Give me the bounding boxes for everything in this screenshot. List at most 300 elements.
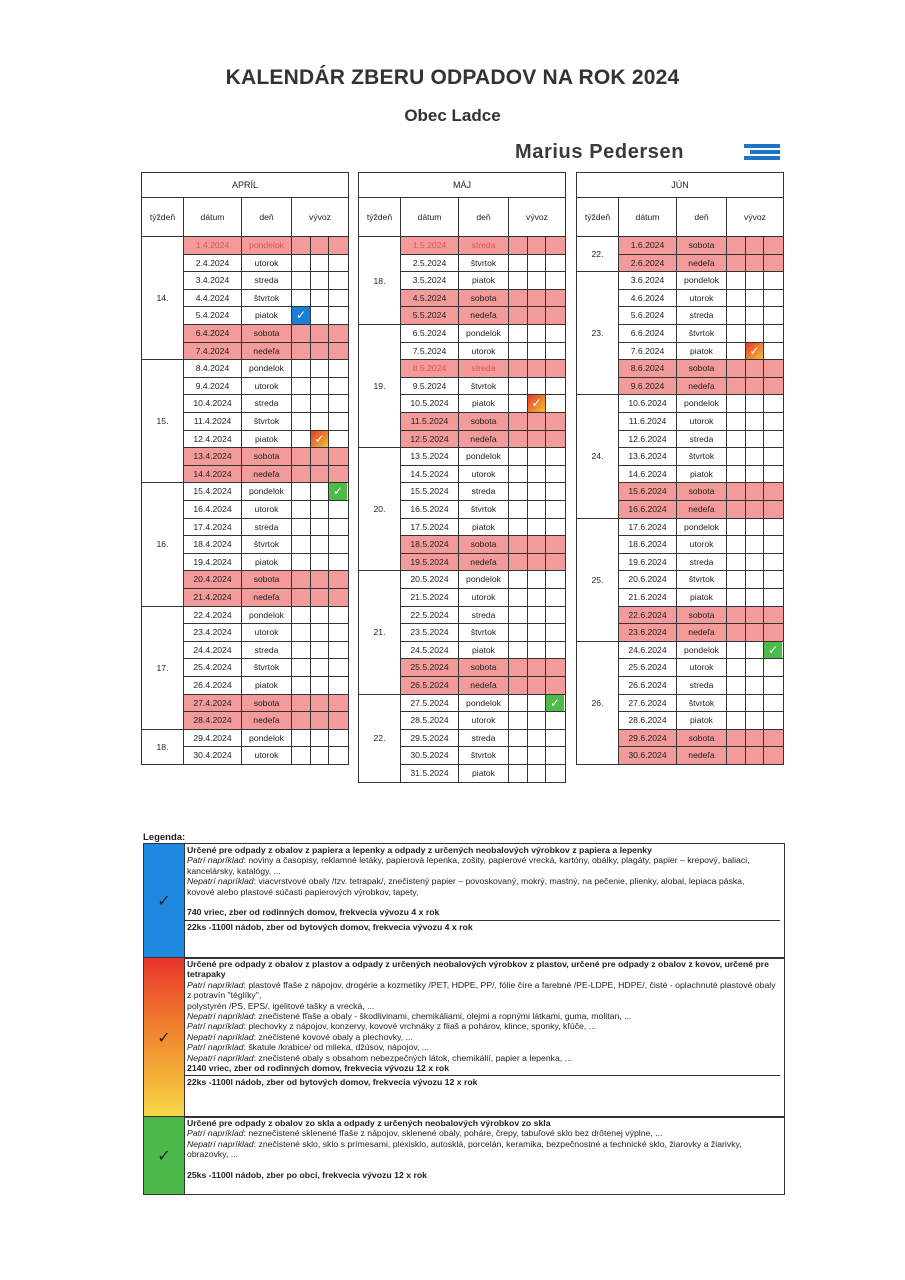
collection-cell [528,325,546,343]
legend-line-label: Patrí napríklad [187,855,244,866]
date-cell: 5.6.2024 [619,307,677,325]
calendar-row [619,536,783,554]
collection-cell [528,307,546,325]
collection-cell [292,589,311,607]
date-cell: 12.5.2024 [401,431,459,449]
day-cell: streda [459,607,509,625]
collection-cell [292,659,311,677]
collection-cell [746,413,764,431]
date-cell: 30.5.2024 [401,747,459,765]
day-cell: streda [459,237,509,255]
month-name: MÁJ [359,173,565,198]
collection-cell [509,712,528,730]
legend-footer: 22ks -1100l nádob, zber od bytových domov, frekvecia vývozu 12 x rok [187,1077,478,1088]
collection-cell [329,325,348,343]
day-cell: nedeľa [242,466,292,484]
collection-cell [546,712,565,730]
collection-cell [528,677,546,695]
collection-cell [329,290,348,308]
collection-cell [292,237,311,255]
collection-cell [764,659,783,677]
day-cell: sobota [459,290,509,308]
collection-cell [509,536,528,554]
date-cell: 8.6.2024 [619,360,677,378]
collection-cell [329,730,348,748]
collection-cell [528,255,546,273]
collection-cell [546,747,565,765]
collection-cell [311,747,329,765]
day-cell: piatok [242,307,292,325]
week-number: 16. [142,483,184,606]
calendar-row [619,360,783,378]
collection-cell [509,624,528,642]
collection-cell [746,466,764,484]
checkmark-icon: ✓ [546,695,564,712]
checkmark-icon: ✓ [329,483,347,500]
day-cell: pondelok [677,272,727,290]
day-cell: piatok [677,466,727,484]
collection-cell [727,659,746,677]
logo-stripe [744,144,780,148]
page-title: KALENDÁR ZBERU ODPADOV NA ROK 2024 [225,66,680,89]
day-cell: utorok [242,501,292,519]
collection-cell [311,272,329,290]
day-cell: pondelok [677,519,727,537]
checkmark-icon: ✓ [528,395,545,412]
month-table [576,172,784,765]
day-cell: nedeľa [242,343,292,361]
date-cell: 29.6.2024 [619,730,677,748]
collection-cell [546,519,565,537]
day-cell: sobota [242,571,292,589]
day-cell: pondelok [459,325,509,343]
date-cell: 31.5.2024 [401,765,459,783]
day-cell: streda [677,677,727,695]
calendar-row [184,290,348,308]
calendar-row [184,712,348,730]
collection-cell [546,360,565,378]
calendar-row [619,290,783,308]
collection-cell [528,466,546,484]
collection-cell [727,730,746,748]
collection-cell [528,290,546,308]
collection-cell [528,483,546,501]
collection-cell [727,413,746,431]
column-header-date: dátum [619,198,677,236]
day-cell: piatok [242,431,292,449]
collection-cell [292,624,311,642]
collection-cell [329,536,348,554]
collection-cell [546,589,565,607]
date-cell: 16.4.2024 [184,501,242,519]
legend-line-text: : znečistené sklo, sklo s prímesami, plexisklo, autosklá, porcelán, keramika, bezpečnostné a technické sklo, žiarovky a žiarivky, obrazovky, ... [187,1138,742,1160]
collection-cell [311,659,329,677]
collection-cell [329,343,348,361]
collection-cell [509,237,528,255]
calendar-row [184,395,348,413]
week-number: 25. [577,519,619,642]
calendar-row [184,483,348,501]
calendar-row [184,255,348,273]
legend-footer: 25ks -1100l nádob, zber po obci, frekvecia vývozu 12 x rok [187,1170,427,1181]
collection-cell [727,677,746,695]
collection-cell [764,325,783,343]
calendar-row [401,747,565,765]
collection-cell [311,536,329,554]
calendar-row [184,747,348,765]
legend-line-label: Nepatrí napríklad [187,1052,254,1063]
collection-cell [509,378,528,396]
collection-cell [727,483,746,501]
collection-cell [528,237,546,255]
collection-cell [746,448,764,466]
collection-cell [311,290,329,308]
legend-footer: 2140 vriec, zber od rodinných domov, frekvecia vývozu 12 x rok [187,1063,450,1074]
calendar-row [619,343,783,361]
collection-cell [764,378,783,396]
legend-swatch-blue: ✓ [144,844,185,958]
month-body [359,237,565,783]
collection-cell [746,747,764,765]
day-cell: pondelok [677,642,727,660]
collection-cell [727,695,746,713]
legend-line-label: Patrí napríklad [187,979,244,990]
day-cell: štvrtok [242,536,292,554]
date-cell: 24.5.2024 [401,642,459,660]
week-number: 18. [142,730,184,765]
day-cell: pondelok [242,237,292,255]
calendar-row [401,307,565,325]
date-cell: 6.5.2024 [401,325,459,343]
week-number: 22. [359,695,401,783]
collection-cell [727,448,746,466]
day-cell: utorok [459,712,509,730]
date-cell: 9.6.2024 [619,378,677,396]
collection-cell [509,466,528,484]
day-cell: utorok [677,536,727,554]
collection-cell [727,554,746,572]
collection-cell [311,483,329,501]
collection-cell [764,290,783,308]
legend-line-label: Patrí napríklad [187,1042,244,1053]
collection-cell [292,395,311,413]
checkmark-icon: ✓ [746,343,763,360]
date-cell: 24.4.2024 [184,642,242,660]
collection-cell [727,519,746,537]
calendar-row [184,554,348,572]
date-cell: 11.6.2024 [619,413,677,431]
collection-cell [509,695,528,713]
day-cell: piatok [459,642,509,660]
calendar-row [401,712,565,730]
collection-cell [546,378,565,396]
collection-cell [764,448,783,466]
collection-cell [746,307,764,325]
legend-line-text: kovové alebo plastové súčasti papierových výrobkov, tapety, [187,886,419,897]
collection-cell [528,519,546,537]
brand-logo [744,144,780,160]
calendar-row [619,466,783,484]
day-cell: utorok [677,659,727,677]
column-header-day: deň [242,198,292,236]
legend-line-text: : viacvrstvové obaly /tzv. tetrapak/, znečistený papier – povoskovaný, mokrý, mastný, na pečenie, plienky, alobal, lepiaca páska, [253,876,745,887]
date-cell: 13.4.2024 [184,448,242,466]
collection-cell [746,730,764,748]
collection-cell [546,730,565,748]
calendar-row [184,642,348,660]
collection-cell [764,536,783,554]
collection-cell [292,607,311,625]
collection-cell [727,272,746,290]
column-header-row [359,198,565,237]
day-cell: nedeľa [242,712,292,730]
day-cell: štvrtok [459,501,509,519]
month-table [141,172,349,765]
day-cell: sobota [677,483,727,501]
date-cell: 19.6.2024 [619,554,677,572]
column-header-week: týždeň [577,198,619,236]
collection-cell [727,642,746,660]
collection-cell [509,360,528,378]
day-cell: nedeľa [677,255,727,273]
calendar-row [619,483,783,501]
day-cell: utorok [242,624,292,642]
collection-cell [311,237,329,255]
legend-line-text: : znečistené kovové obaly a plechovky, ... [253,1031,413,1042]
legend-text [187,1118,780,1180]
collection-cell [509,501,528,519]
day-cell: nedeľa [242,589,292,607]
collection-cell [528,642,546,660]
collection-cell [311,466,329,484]
collection-cell [764,483,783,501]
date-cell: 29.4.2024 [184,730,242,748]
collection-cell [727,307,746,325]
collection-cell [746,642,764,660]
date-cell: 1.5.2024 [401,237,459,255]
date-cell: 14.5.2024 [401,466,459,484]
date-cell: 20.5.2024 [401,571,459,589]
collection-cell [528,695,546,713]
collection-cell [764,343,783,361]
day-cell: pondelok [242,360,292,378]
day-cell: piatok [677,343,727,361]
day-cell: streda [677,554,727,572]
legend-spacer [187,897,780,907]
collection-cell [528,659,546,677]
collection-cell [727,360,746,378]
date-cell: 22.4.2024 [184,607,242,625]
week-number: 24. [577,395,619,518]
collection-cell [329,659,348,677]
day-cell: piatok [677,712,727,730]
collection-cell [546,307,565,325]
date-cell: 6.6.2024 [619,325,677,343]
day-cell: sobota [459,536,509,554]
collection-cell [746,431,764,449]
collection-cell [329,571,348,589]
collection-cell [764,237,783,255]
calendar-row [619,677,783,695]
legend-item-green [143,1116,785,1195]
collection-cell [727,431,746,449]
calendar-row [619,712,783,730]
calendar-row [619,607,783,625]
legend-line-label: Nepatrí napríklad [187,1138,254,1149]
collection-cell [727,237,746,255]
calendar-row [619,272,783,290]
date-cell: 5.5.2024 [401,307,459,325]
column-header-row [142,198,348,237]
calendar-row [184,466,348,484]
date-cell: 5.4.2024 [184,307,242,325]
day-cell: sobota [242,695,292,713]
date-cell: 10.5.2024 [401,395,459,413]
collection-cell [329,395,348,413]
date-cell: 27.6.2024 [619,695,677,713]
date-cell: 1.6.2024 [619,237,677,255]
legend-text [187,959,780,1088]
day-cell: nedeľa [459,431,509,449]
legend-line-text: polystyrén /PS, EPS/, igelitové tašky a vrecká, ... [187,1000,375,1011]
collection-cell [509,448,528,466]
collection-cell [746,607,764,625]
collection-cell [329,272,348,290]
collection-cell [546,431,565,449]
day-cell: utorok [242,378,292,396]
date-cell: 4.6.2024 [619,290,677,308]
column-header-week: týždeň [142,198,184,236]
calendar-row [184,448,348,466]
day-cell: sobota [242,325,292,343]
legend-line [187,1128,780,1138]
column-header-collection: vývoz [309,212,331,222]
calendar-row [184,343,348,361]
calendar-row [401,448,565,466]
legend-line [187,1032,780,1042]
day-cell: sobota [677,730,727,748]
week-number: 20. [359,448,401,571]
legend-heading: Určené pre odpady z obalov z plastov a odpady z určených neobalových výrobkov z plastov, určené pre odpady z obalov z kovov, určené pre tetrapaky [187,959,769,980]
collection-cell [727,589,746,607]
collection-cell [528,765,546,783]
collection-cell [528,272,546,290]
column-header-day: deň [459,198,509,236]
collection-cell [509,747,528,765]
date-cell: 1.4.2024 [184,237,242,255]
calendar-row [184,325,348,343]
date-cell: 7.5.2024 [401,343,459,361]
legend-spacer [187,1160,780,1170]
collection-cell [764,624,783,642]
day-cell: štvrtok [677,695,727,713]
collection-cell [292,343,311,361]
day-cell: štvrtok [677,448,727,466]
legend-line [187,1011,780,1021]
collection-cell [746,589,764,607]
collection-cell [546,659,565,677]
calendar-row [184,695,348,713]
legend-line [187,1021,780,1031]
day-cell: utorok [677,413,727,431]
collection-cell [546,413,565,431]
checkmark-icon: ✓ [292,307,310,324]
calendar-row [619,501,783,519]
day-cell: utorok [242,747,292,765]
collection-cell [727,395,746,413]
calendar-row [184,589,348,607]
month-body [577,237,783,765]
calendar-row [401,360,565,378]
date-cell: 15.6.2024 [619,483,677,501]
day-cell: pondelok [459,571,509,589]
month-body [142,237,348,765]
legend-line-label: Nepatrí napríklad [187,1011,254,1022]
calendar-row [619,448,783,466]
column-header-collection: vývoz [526,212,548,222]
legend-divider [184,920,780,921]
collection-cell [509,343,528,361]
date-cell: 2.6.2024 [619,255,677,273]
date-cell: 12.4.2024 [184,431,242,449]
date-cell: 19.5.2024 [401,554,459,572]
brand-name: Marius Pedersen [515,141,685,163]
calendar-row [184,519,348,537]
collection-cell [546,272,565,290]
collection-cell [528,554,546,572]
collection-cell [311,413,329,431]
calendar-row [401,765,565,783]
collection-cell [546,536,565,554]
collection-cell [292,466,311,484]
collection-cell [509,571,528,589]
calendar-row [619,395,783,413]
collection-cell [746,571,764,589]
date-cell: 23.6.2024 [619,624,677,642]
day-cell: pondelok [459,695,509,713]
day-cell: nedeľa [459,554,509,572]
calendar-row [401,571,565,589]
day-cell: nedeľa [459,307,509,325]
date-cell: 27.5.2024 [401,695,459,713]
collection-cell [311,642,329,660]
date-cell: 14.4.2024 [184,466,242,484]
collection-cell [509,765,528,783]
collection-cell [528,448,546,466]
collection-cell [746,554,764,572]
collection-cell [311,307,329,325]
date-cell: 22.6.2024 [619,607,677,625]
collection-cell [764,501,783,519]
calendar-row [401,413,565,431]
collection-cell [509,677,528,695]
collection-cell [546,343,565,361]
collection-cell [727,255,746,273]
collection-cell [311,395,329,413]
collection-cell [329,448,348,466]
day-cell: nedeľa [677,747,727,765]
calendar-row [619,325,783,343]
calendar-row [184,237,348,255]
collection-cell [329,501,348,519]
date-cell: 26.5.2024 [401,677,459,695]
date-cell: 16.5.2024 [401,501,459,519]
calendar-row [619,589,783,607]
collection-cell [311,571,329,589]
calendar-row [184,571,348,589]
day-cell: piatok [242,554,292,572]
calendar-row [619,747,783,765]
